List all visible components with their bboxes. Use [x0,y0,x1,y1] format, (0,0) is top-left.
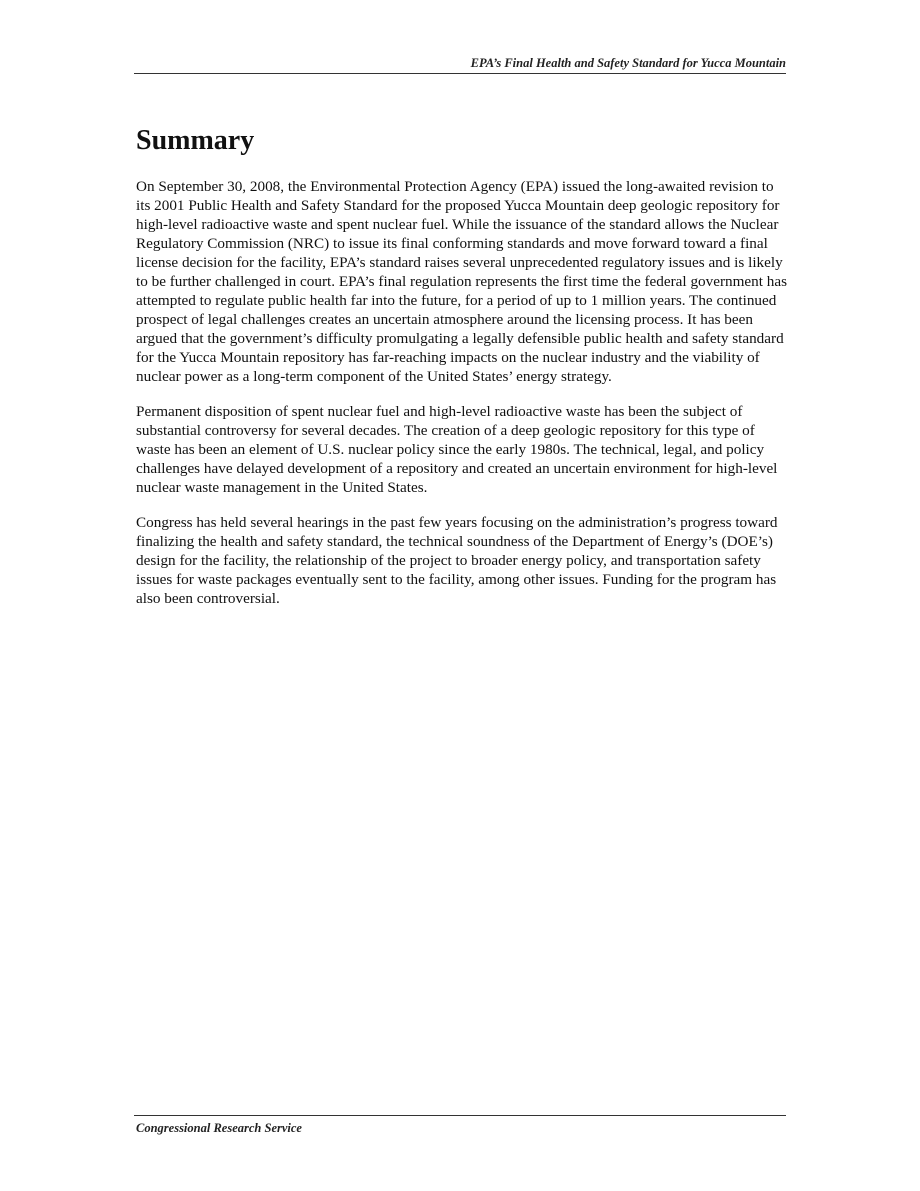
footer-source: Congressional Research Service [136,1121,302,1135]
page-title: Summary [136,125,255,156]
summary-paragraph-1: On September 30, 2008, the Environmental Protection Agency (EPA) issued the long-awaited revision to its 2001 Public Health and Safety Standard for the proposed Yucca Mountain deep geologic repository for high-level radioactive waste and spent nuclear fuel. While the issuance of the standard allows the Nuclear Regulatory Commission (NRC) to issue its final conforming standards and move forward toward a final license decision for the facility, EPA’s standard raises several unprecedented regulatory issues and is likely to be further challenged in court. EPA’s final regulation represents the first time the federal government has attempted to regulate public health far into the future, for a period of up to 1 million years. The continued prospect of legal challenges creates an uncertain atmosphere around the licensing process. It has been argued that the government’s difficulty promulgating a legally defensible public health and safety standard for the Yucca Mountain repository has far-reaching impacts on the nuclear industry and the viability of nuclear power as a long-term component of the United States’ energy strategy. [136,178,788,385]
running-footer [134,1115,786,1136]
summary-paragraph-2: Permanent disposition of spent nuclear fuel and high-level radioactive waste has been the subject of substantial controversy for several decades. The creation of a deep geologic repository for this type of waste has been an element of U.S. nuclear policy since the early 1980s. The technical, legal, and policy challenges have delayed development of a repository and created an uncertain environment for high-level nuclear waste management in the United States. [136,403,778,496]
summary-body [136,177,788,624]
running-header [134,54,786,74]
running-header-title: EPA’s Final Health and Safety Standard for Yucca Mountain [470,56,786,70]
summary-paragraph-3: Congress has held several hearings in the past few years focusing on the administration’s progress toward finalizing the health and safety standard, the technical soundness of the Department of Energy’s (DOE’s) design for the facility, the relationship of the project to broader energy policy, and transportation safety issues for waste packages eventually sent to the facility, among other issues. Funding for the program has also been controversial. [136,514,778,607]
